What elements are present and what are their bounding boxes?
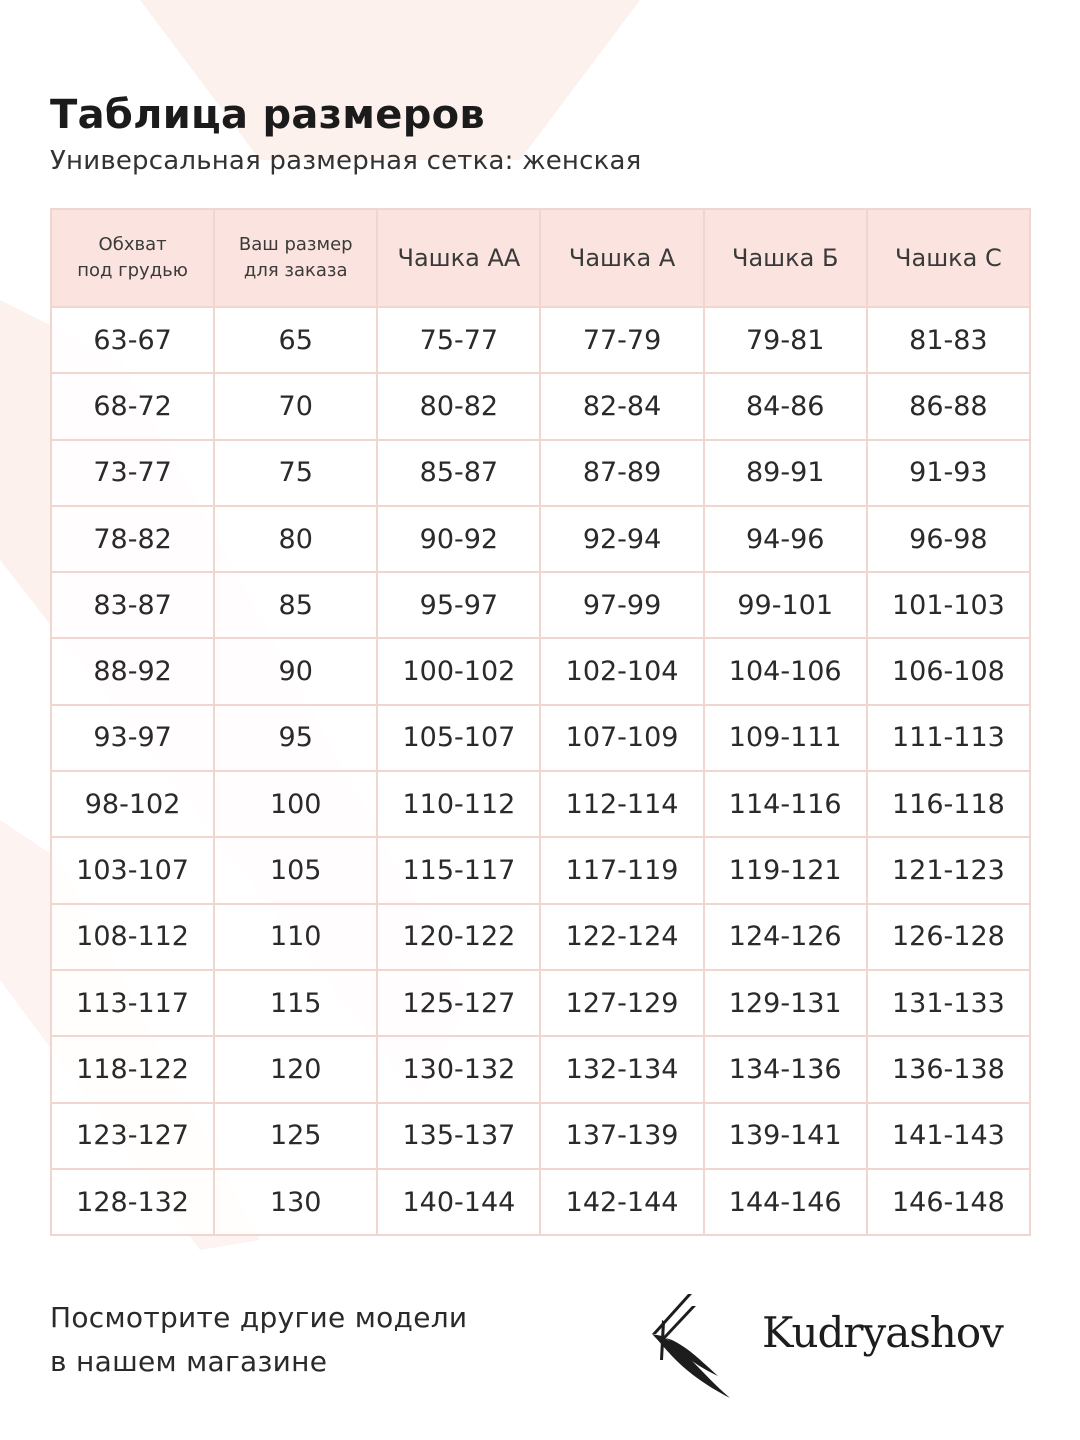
table-row <box>51 506 1030 572</box>
table-row <box>51 970 1030 1036</box>
header-underbust <box>51 209 214 307</box>
table-cell: 140-144 <box>377 1169 540 1235</box>
header-order-size-line1: Ваш размер <box>238 234 353 255</box>
table-cell: 101-103 <box>867 572 1030 638</box>
table-cell: 81-83 <box>867 307 1030 373</box>
table-cell: 85-87 <box>377 440 540 506</box>
table-cell: 70 <box>214 373 377 439</box>
table-row <box>51 307 1030 373</box>
header-cup-a: Чашка А <box>540 209 703 307</box>
table-cell: 79-81 <box>704 307 867 373</box>
table-cell: 115-117 <box>377 837 540 903</box>
table-cell: 75 <box>214 440 377 506</box>
table-row <box>51 771 1030 837</box>
table-cell: 127-129 <box>540 970 703 1036</box>
table-cell: 126-128 <box>867 904 1030 970</box>
table-cell: 128-132 <box>51 1169 214 1235</box>
table-cell: 112-114 <box>540 771 703 837</box>
table-cell: 73-77 <box>51 440 214 506</box>
table-row <box>51 1169 1030 1235</box>
table-cell: 110-112 <box>377 771 540 837</box>
table-cell: 90-92 <box>377 506 540 572</box>
table-cell: 88-92 <box>51 638 214 704</box>
header-underbust-line2: под грудью <box>77 260 188 281</box>
table-cell: 135-137 <box>377 1103 540 1169</box>
table-cell: 105 <box>214 837 377 903</box>
table-cell: 130-132 <box>377 1036 540 1102</box>
table-cell: 144-146 <box>704 1169 867 1235</box>
table-cell: 77-79 <box>540 307 703 373</box>
table-cell: 141-143 <box>867 1103 1030 1169</box>
table-row <box>51 572 1030 638</box>
table-cell: 124-126 <box>704 904 867 970</box>
table-cell: 107-109 <box>540 705 703 771</box>
header-order-size <box>214 209 377 307</box>
table-row <box>51 1103 1030 1169</box>
header-underbust-line1: Обхват <box>98 234 167 255</box>
table-cell: 113-117 <box>51 970 214 1036</box>
table-cell: 98-102 <box>51 771 214 837</box>
page-subtitle: Универсальная размерная сетка: женская <box>50 146 642 176</box>
table-cell: 119-121 <box>704 837 867 903</box>
table-cell: 111-113 <box>867 705 1030 771</box>
table-row <box>51 440 1030 506</box>
table-cell: 125-127 <box>377 970 540 1036</box>
table-cell: 103-107 <box>51 837 214 903</box>
table-cell: 110 <box>214 904 377 970</box>
brand-k-monogram-icon <box>648 1290 738 1400</box>
table-cell: 137-139 <box>540 1103 703 1169</box>
table-cell: 104-106 <box>704 638 867 704</box>
table-cell: 85 <box>214 572 377 638</box>
brand-name[interactable]: Kudryashov <box>762 1308 1003 1357</box>
table-cell: 91-93 <box>867 440 1030 506</box>
table-cell: 80 <box>214 506 377 572</box>
table-row <box>51 904 1030 970</box>
table-cell: 122-124 <box>540 904 703 970</box>
table-cell: 102-104 <box>540 638 703 704</box>
footer-cta-line1: Посмотрите другие модели <box>50 1301 468 1334</box>
table-cell: 84-86 <box>704 373 867 439</box>
table-row <box>51 705 1030 771</box>
table-cell: 106-108 <box>867 638 1030 704</box>
table-cell: 146-148 <box>867 1169 1030 1235</box>
table-cell: 118-122 <box>51 1036 214 1102</box>
table-cell: 80-82 <box>377 373 540 439</box>
table-cell: 83-87 <box>51 572 214 638</box>
table-cell: 123-127 <box>51 1103 214 1169</box>
table-cell: 100-102 <box>377 638 540 704</box>
table-cell: 114-116 <box>704 771 867 837</box>
table-row <box>51 837 1030 903</box>
table-cell: 136-138 <box>867 1036 1030 1102</box>
table-cell: 92-94 <box>540 506 703 572</box>
table-cell: 115 <box>214 970 377 1036</box>
table-cell: 82-84 <box>540 373 703 439</box>
table-cell: 129-131 <box>704 970 867 1036</box>
table-cell: 86-88 <box>867 373 1030 439</box>
table-cell: 99-101 <box>704 572 867 638</box>
table-cell: 142-144 <box>540 1169 703 1235</box>
table-cell: 108-112 <box>51 904 214 970</box>
table-header-row <box>51 209 1030 307</box>
table-cell: 89-91 <box>704 440 867 506</box>
table-cell: 75-77 <box>377 307 540 373</box>
table-cell: 120 <box>214 1036 377 1102</box>
header-cup-b: Чашка Б <box>704 209 867 307</box>
table-cell: 94-96 <box>704 506 867 572</box>
table-cell: 87-89 <box>540 440 703 506</box>
table-cell: 95-97 <box>377 572 540 638</box>
table-cell: 130 <box>214 1169 377 1235</box>
table-cell: 125 <box>214 1103 377 1169</box>
table-cell: 134-136 <box>704 1036 867 1102</box>
table-cell: 96-98 <box>867 506 1030 572</box>
header-cup-c: Чашка С <box>867 209 1030 307</box>
table-cell: 105-107 <box>377 705 540 771</box>
table-body <box>51 307 1030 1235</box>
table-cell: 65 <box>214 307 377 373</box>
table-cell: 116-118 <box>867 771 1030 837</box>
footer-cta <box>50 1296 467 1384</box>
table-cell: 120-122 <box>377 904 540 970</box>
table-cell: 68-72 <box>51 373 214 439</box>
table-cell: 131-133 <box>867 970 1030 1036</box>
table-cell: 139-141 <box>704 1103 867 1169</box>
table-cell: 95 <box>214 705 377 771</box>
table-cell: 100 <box>214 771 377 837</box>
table-row <box>51 638 1030 704</box>
size-chart-table <box>50 208 1031 1236</box>
table-cell: 93-97 <box>51 705 214 771</box>
footer-cta-line2: в нашем магазине <box>50 1345 328 1378</box>
table-cell: 78-82 <box>51 506 214 572</box>
table-cell: 117-119 <box>540 837 703 903</box>
table-cell: 109-111 <box>704 705 867 771</box>
header-cup-aa: Чашка АА <box>377 209 540 307</box>
table-cell: 132-134 <box>540 1036 703 1102</box>
table-row <box>51 373 1030 439</box>
table-cell: 97-99 <box>540 572 703 638</box>
table-cell: 121-123 <box>867 837 1030 903</box>
table-cell: 63-67 <box>51 307 214 373</box>
table-cell: 90 <box>214 638 377 704</box>
page-title: Таблица размеров <box>50 92 486 138</box>
table-header <box>51 209 1030 307</box>
header-order-size-line2: для заказа <box>243 260 348 281</box>
table-row <box>51 1036 1030 1102</box>
